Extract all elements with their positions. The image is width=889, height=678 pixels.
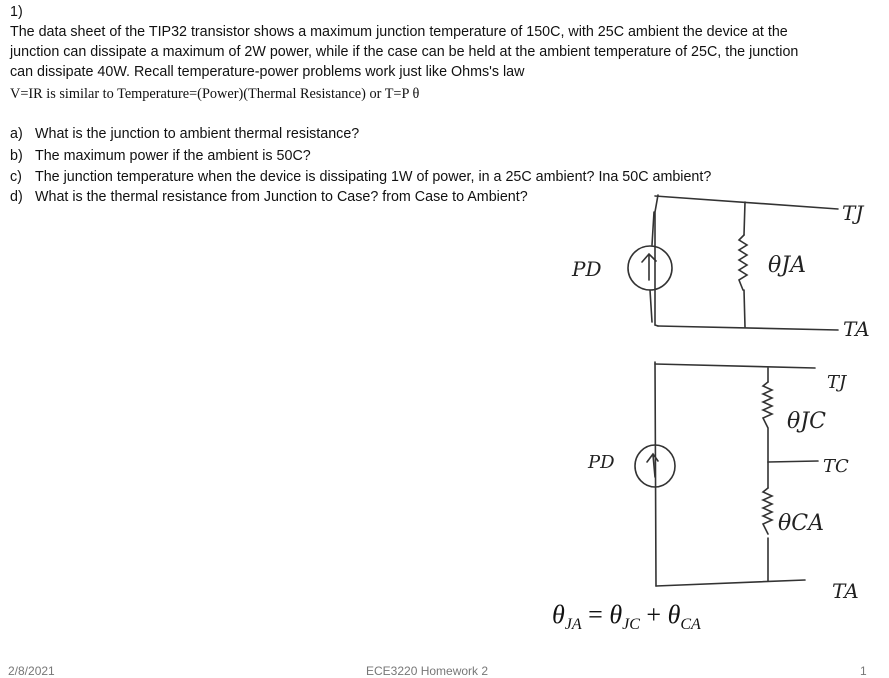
tj-label-top: TJ — [842, 201, 864, 225]
footer-page-number: 1 — [860, 664, 867, 678]
ca-subscript: CA — [680, 616, 701, 634]
question-text: What is the thermal resistance from Junction to Case? from Case to Ambient? — [35, 189, 528, 205]
thermal-resistance-equation — [552, 600, 701, 634]
theta-symbol: θ — [667, 600, 681, 629]
theta-symbol: θ — [552, 600, 565, 629]
top-resistor-zigzag — [739, 235, 747, 290]
bottom-top-wire — [655, 364, 815, 368]
ta-label-top: TA — [843, 317, 870, 341]
top-source-wire-down — [650, 290, 652, 322]
top-top-wire — [655, 196, 838, 209]
jc-resistor-zigzag — [763, 382, 772, 462]
jc-resistor-label: θJC — [787, 409, 826, 434]
top-source-label: PD — [572, 257, 602, 281]
theta-symbol: θ — [609, 600, 623, 629]
footer-date: 2/8/2021 — [8, 664, 55, 678]
top-resistor-label: θJA — [768, 253, 806, 278]
ca-resistor-zigzag — [763, 488, 772, 534]
ta-label-bottom: TA — [832, 579, 859, 603]
top-circuit — [628, 195, 838, 330]
intro-line-2: junction can dissipate a maximum of 2W power, while if the case can be held at the ambient temperature of 25C, the junction — [10, 44, 799, 60]
question-text: The junction temperature when the device is dissipating 1W of power, in a 25C ambient? Ina 50C ambient? — [35, 169, 712, 185]
plus-sign: + — [639, 600, 668, 629]
top-source-arrow-icon — [642, 254, 656, 280]
top-bottom-wire — [658, 326, 838, 330]
bottom-circuit — [635, 362, 818, 586]
question-text: The maximum power if the ambient is 50C? — [35, 148, 311, 164]
question-label: b) — [10, 148, 23, 164]
jc-subscript: JC — [622, 616, 640, 634]
problem-number: 1) — [10, 4, 23, 20]
bottom-source-arrow-icon — [647, 454, 658, 477]
tc-label: TC — [823, 456, 849, 477]
top-current-source — [628, 246, 672, 290]
analogy-line: V=IR is similar to Temperature=(Power)(Thermal Resistance) or T=P θ — [10, 86, 420, 102]
ca-resistor-label: θCA — [778, 511, 824, 536]
bottom-source-label: PD — [588, 452, 615, 473]
intro-line-3: can dissipate 40W. Recall temperature-power problems work just like Ohms's law — [10, 64, 525, 80]
case-node-wire — [768, 461, 818, 462]
tj-label-bottom: TJ — [827, 372, 847, 393]
question-label: c) — [10, 169, 22, 185]
diagram-labels — [571, 201, 870, 603]
question-label: a) — [10, 126, 23, 142]
question-label: d) — [10, 189, 23, 205]
lhs-subscript: JA — [564, 616, 582, 634]
bottom-bottom-wire — [656, 580, 805, 586]
question-text: What is the junction to ambient thermal resistance? — [35, 126, 360, 142]
top-source-wire-up — [652, 212, 654, 245]
equals-sign: = — [581, 600, 610, 629]
intro-line-1: The data sheet of the TIP32 transistor shows a maximum junction temperature of 150C, with 25C ambient the device at the — [10, 24, 788, 40]
footer-course: ECE3220 Homework 2 — [366, 664, 489, 678]
